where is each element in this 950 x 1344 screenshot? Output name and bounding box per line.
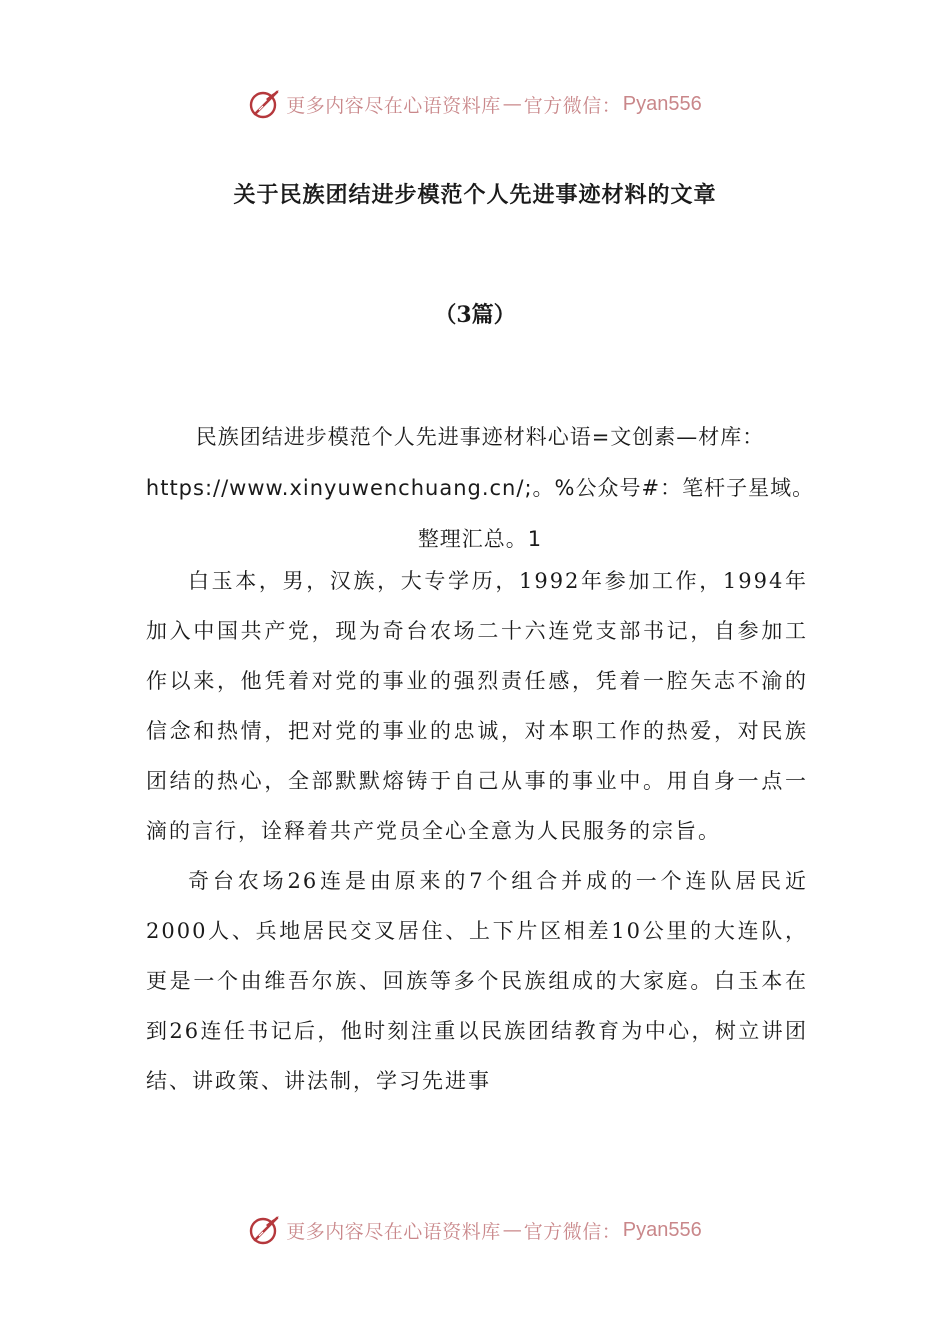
document-subtitle: （3篇） <box>434 302 516 328</box>
quill-logo-icon <box>248 1213 282 1247</box>
intro-url-line: https://www.xinyuwenchuang.cn/;。%公众号#：笔杆子星域。 <box>145 476 815 500</box>
wechat-id: Pyan556 <box>622 92 702 115</box>
footer-watermark <box>0 1210 950 1250</box>
colon-separator: ： <box>601 94 621 117</box>
dash-separator: — <box>502 1219 522 1241</box>
brand-text: 更多内容尽在心语资料库 <box>286 94 501 117</box>
dash-separator: — <box>502 93 522 115</box>
colon-separator: ： <box>601 1220 621 1243</box>
brand-text: 更多内容尽在心语资料库 <box>286 1220 501 1243</box>
document-body <box>146 556 808 1106</box>
header-watermark <box>0 84 950 124</box>
quill-logo-icon <box>248 87 282 121</box>
intro-line: 整理汇总。1 <box>417 527 543 551</box>
body-paragraph: 奇台农场26连是由原来的7个组合并成的一个连队居民近2000人、兵地居民交叉居住、上下片区相差10公里的大连队，更是一个由维吾尔族、回族等多个民族组成的大家庭。白玉本在到26连任书记后，他时刻注重以民族团结教育为中心，树立讲团结、讲政策、讲法制，学习先进事 <box>146 869 808 1093</box>
official-wechat-label: 官方微信 <box>523 94 602 117</box>
wechat-id: Pyan556 <box>622 1218 702 1241</box>
intro-block <box>140 412 820 565</box>
body-paragraph: 白玉本，男，汉族，大专学历，1992年参加工作，1994年加入中国共产党，现为奇台农场二十六连党支部书记，自参加工作以来，他凭着对党的事业的强烈责任感，凭着一腔矢志不渝的信念和热情，把对党的事业的忠诚，对本职工作的热爱，对民族团结的热心，全部默默熔铸于自己从事的事业中。用自身一点一滴的言行，诠释着共产党员全心全意为人民服务的宗旨。 <box>146 569 808 843</box>
official-wechat-label: 官方微信 <box>523 1220 602 1243</box>
intro-line: 民族团结进步模范个人先进事迹材料心语=文创素—材库： <box>195 425 765 449</box>
document-title: 关于民族团结进步模范个人先进事迹材料的文章 <box>233 182 717 208</box>
